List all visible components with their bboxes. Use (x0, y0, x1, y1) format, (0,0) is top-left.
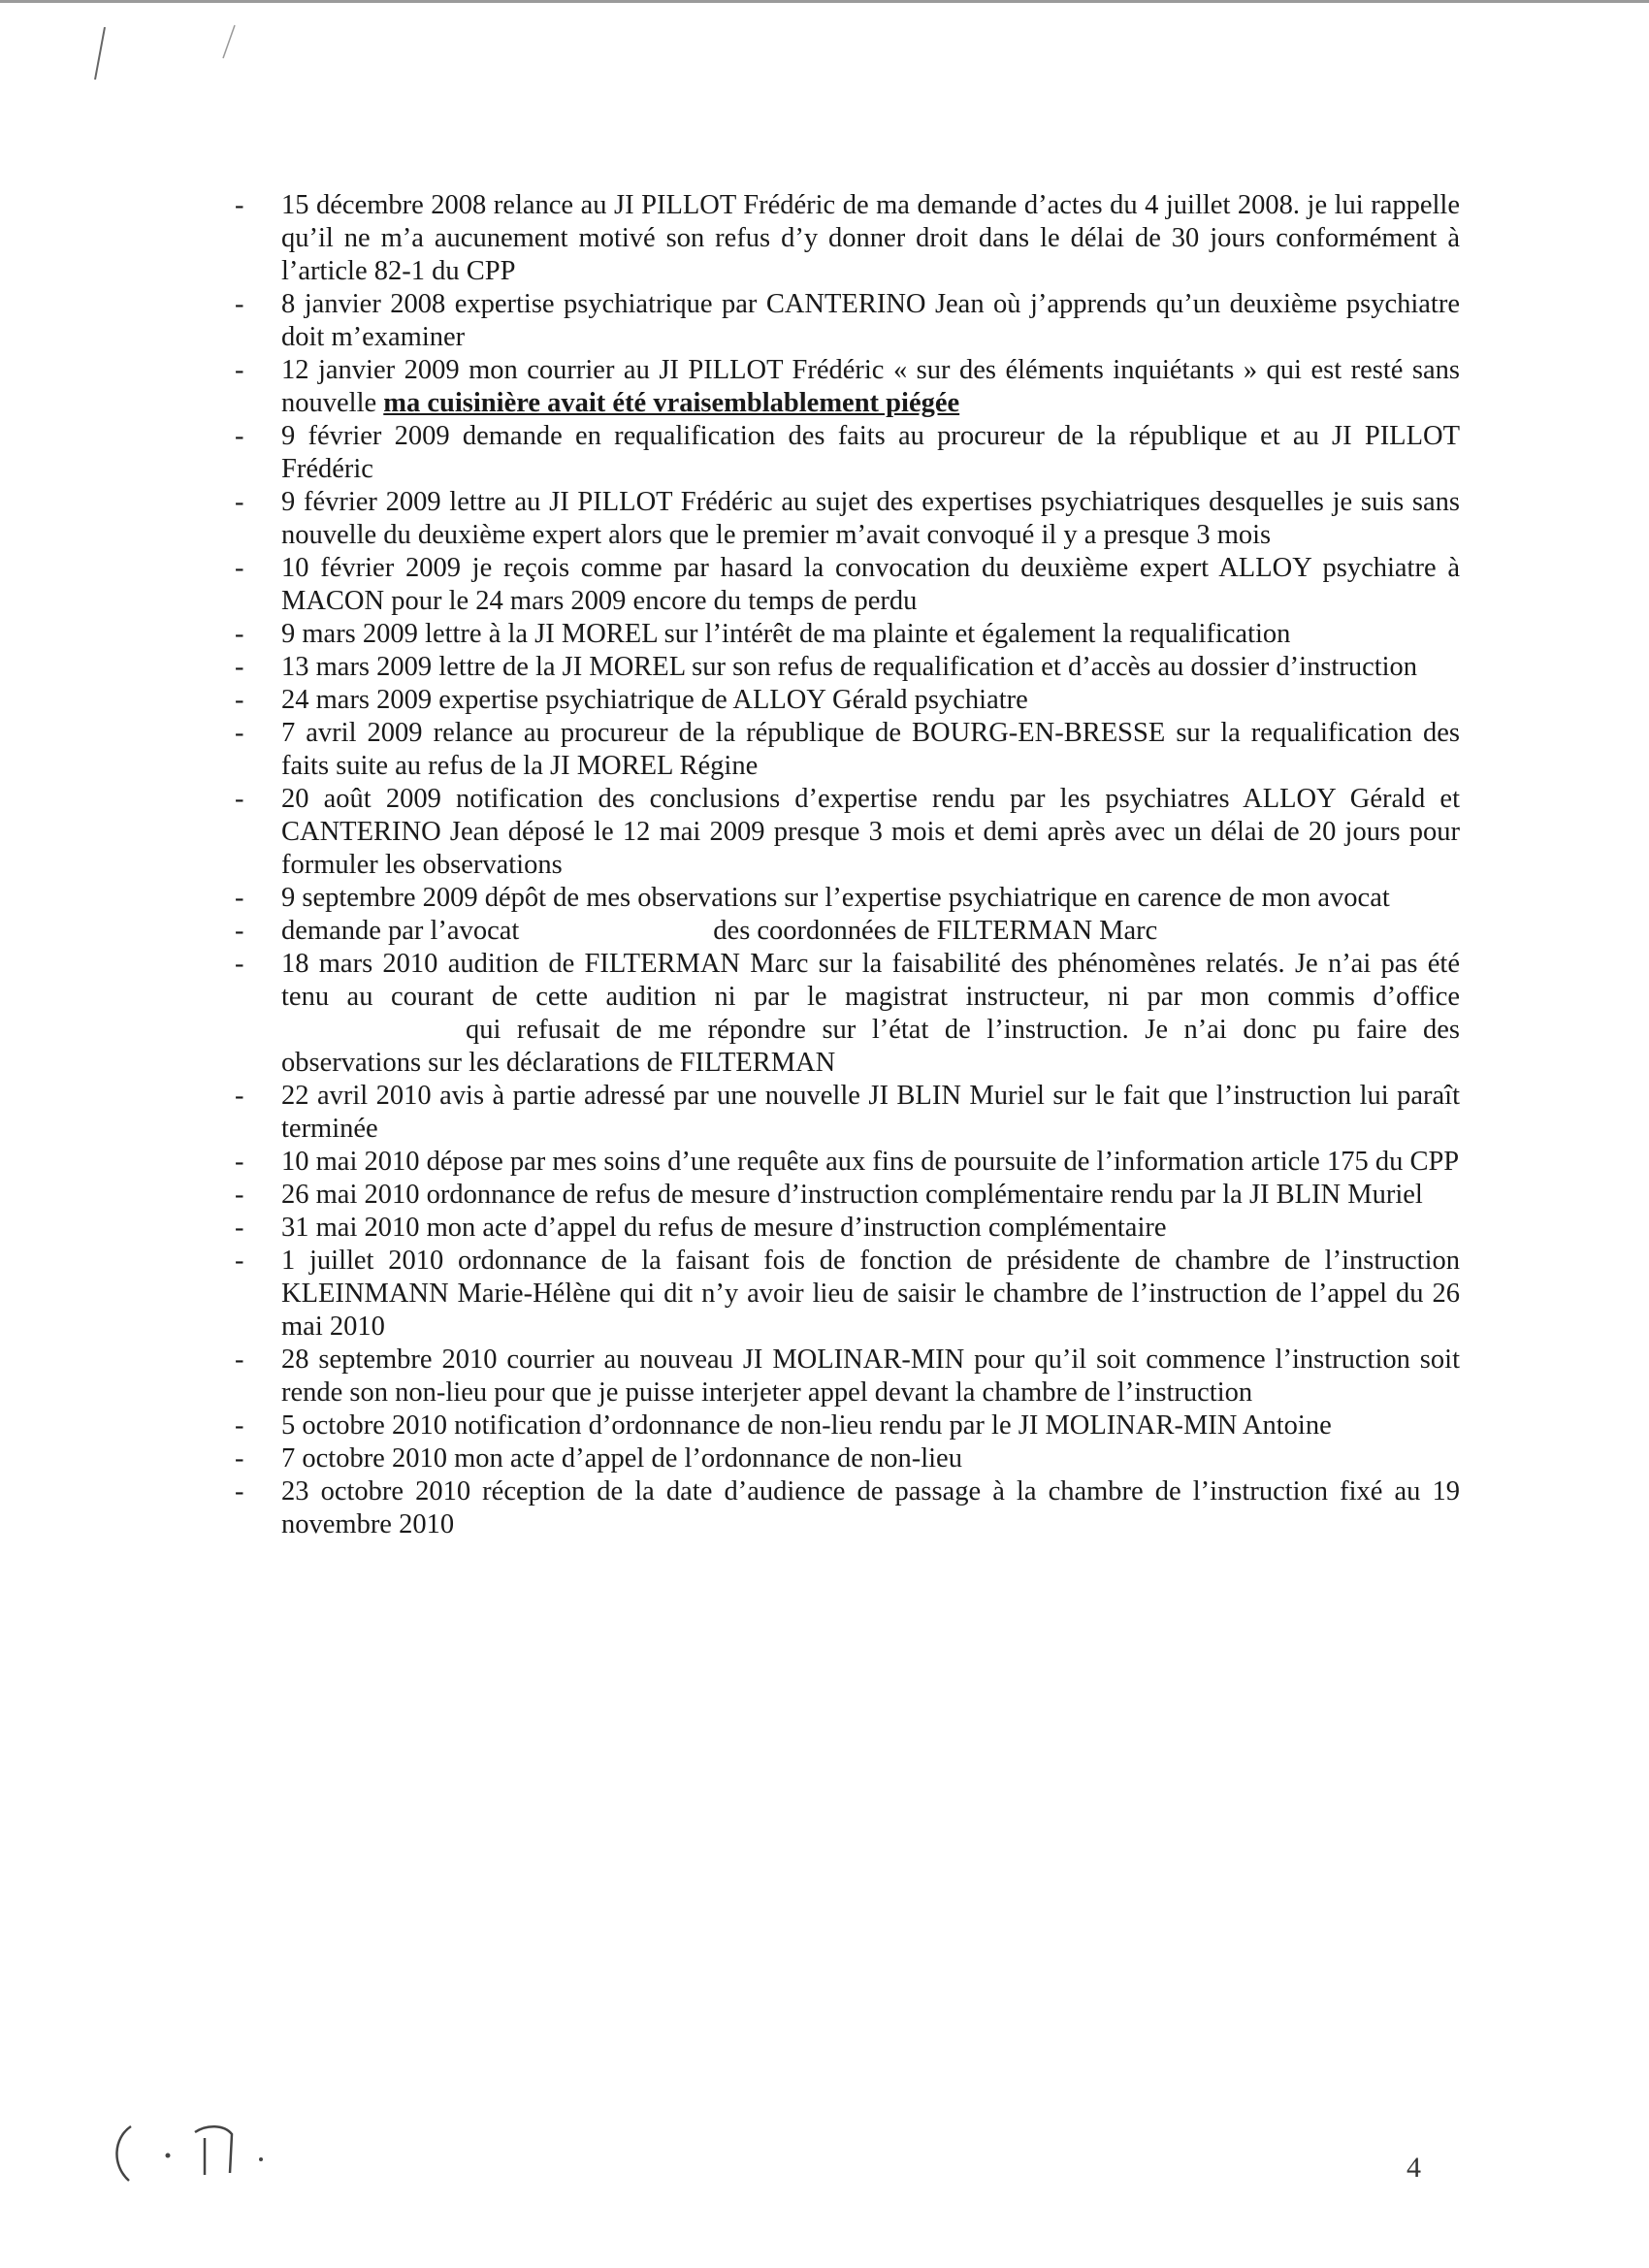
list-item (235, 1179, 1460, 1212)
entry-text: 31 mai 2010 mon acte d’appel du refus de mesure d’instruction complémentaire (281, 1213, 1167, 1243)
bullet-dash: - (235, 1246, 244, 1276)
bullet-dash: - (235, 949, 244, 979)
bullet-dash: - (235, 1476, 244, 1507)
entry-text: 9 février 2009 lettre au JI PILLOT Frédéric au sujet des expertises psychiatriques desquelles je suis sans nouvelle du deuxième expert alors que le premier m’avait convoqué il y a presque 3 mois (281, 487, 1460, 550)
entry-text: 8 janvier 2008 expertise psychiatrique par CANTERINO Jean où j’apprends qu’un deuxième psychiatre doit m’examiner (281, 289, 1460, 352)
entry-text: 9 septembre 2009 dépôt de mes observations sur l’expertise psychiatrique en carence de mon avocat (281, 883, 1390, 913)
list-item (235, 1344, 1460, 1409)
list-item (235, 783, 1460, 882)
bullet-dash: - (235, 718, 244, 748)
list-item (235, 618, 1460, 651)
list-item (235, 420, 1460, 486)
handwritten-initials (102, 2105, 325, 2192)
list-item (235, 1442, 1460, 1475)
list-item (235, 1080, 1460, 1146)
entry-text: 15 décembre 2008 relance au JI PILLOT Frédéric de ma demande d’actes du 4 juillet 2008. je lui rappelle qu’il ne m’a aucunement motivé son refus d’y donner droit dans le délai de 30 jours conformément à l’article 82-1 du CPP (281, 190, 1460, 286)
entry-text: 28 septembre 2010 courrier au nouveau JI MOLINAR-MIN pour qu’il soit commence l’instruction soit rende son non-lieu pour que je puisse interjeter appel devant la chambre de l’instruction (281, 1345, 1460, 1408)
bullet-dash: - (235, 784, 244, 814)
bullet-dash: - (235, 685, 244, 715)
entry-text: 1 juillet 2010 ordonnance de la faisant fois de fonction de présidente de chambre de l’instruction KLEINMANN Marie-Hélène qui dit n’y avoir lieu de saisir le chambre de l’instruction de l’appel du 26 mai 2010 (281, 1246, 1460, 1342)
entry-text: 24 mars 2009 expertise psychiatrique de ALLOY Gérald psychiatre (281, 685, 1028, 715)
entry-text: 9 février 2009 demande en requalification des faits au procureur de la république et au JI PILLOT Frédéric (281, 421, 1460, 484)
list-item (235, 1245, 1460, 1344)
entry-text: 7 avril 2009 relance au procureur de la république de BOURG-EN-BRESSE sur la requalification des faits suite au refus de la JI MOREL Régine (281, 718, 1460, 781)
bullet-dash: - (235, 487, 244, 517)
list-item (235, 1409, 1460, 1442)
list-item (235, 948, 1460, 1080)
list-item (235, 882, 1460, 915)
bullet-dash: - (235, 1213, 244, 1243)
list-item (235, 189, 1460, 288)
entry-text: 20 août 2009 notification des conclusions d’expertise rendu par les psychiatres ALLOY Gérald et CANTERINO Jean déposé le 12 mai 2009 presque 3 mois et demi après avec un délai de 20 jours pour formuler les observations (281, 784, 1460, 880)
document-body (235, 189, 1460, 1541)
emphasized-text: ma cuisinière avait été vraisemblablement piégée (383, 388, 960, 418)
bullet-dash: - (235, 1443, 244, 1474)
bullet-dash: - (235, 1081, 244, 1111)
list-item (235, 552, 1460, 618)
page-number: 4 (1406, 2152, 1421, 2184)
bullet-dash: - (235, 355, 244, 385)
list-item (235, 915, 1460, 948)
entry-text: 10 mai 2010 dépose par mes soins d’une requête aux fins de poursuite de l’information article 175 du CPP (281, 1147, 1460, 1177)
bullet-dash: - (235, 421, 244, 451)
bullet-dash: - (235, 1410, 244, 1441)
bullet-dash: - (235, 190, 244, 220)
list-item (235, 651, 1460, 684)
bullet-dash: - (235, 916, 244, 946)
margin-pen-marks (78, 19, 272, 97)
bullet-dash: - (235, 553, 244, 583)
bullet-dash: - (235, 883, 244, 913)
entry-text: demande par l’avocat (281, 916, 520, 946)
entry-text: 10 février 2009 je reçois comme par hasard la convocation du deuxième expert ALLOY psychiatre à MACON pour le 24 mars 2009 encore du temps de perdu (281, 553, 1460, 616)
list-item (235, 684, 1460, 717)
bullet-dash: - (235, 1180, 244, 1210)
entry-text-continued: des coordonnées de FILTERMAN Marc (713, 916, 1158, 946)
list-item (235, 1212, 1460, 1245)
bullet-dash: - (235, 652, 244, 682)
entry-text: 5 octobre 2010 notification d’ordonnance de non-lieu rendu par le JI MOLINAR-MIN Antoine (281, 1410, 1332, 1441)
bullet-dash: - (235, 1147, 244, 1177)
list-item (235, 1475, 1460, 1541)
entry-text: 23 octobre 2010 réception de la date d’audience de passage à la chambre de l’instruction fixé au 19 novembre 2010 (281, 1476, 1460, 1539)
bullet-dash: - (235, 619, 244, 649)
list-item (235, 354, 1460, 420)
entry-text: 26 mai 2010 ordonnance de refus de mesure d’instruction complémentaire rendu par la JI BLIN Muriel (281, 1180, 1423, 1210)
bullet-dash: - (235, 1345, 244, 1375)
entry-text: 12 janvier 2009 mon courrier au JI PILLOT Frédéric « sur des éléments inquiétants » qui est resté sans nouvelle (281, 355, 1460, 418)
entry-text: 18 mars 2010 audition de FILTERMAN Marc sur la faisabilité des phénomènes relatés. Je n’ai pas été tenu au courant de cette audition ni par le magistrat instructeur, ni par mon commis d’office (281, 949, 1460, 1012)
list-item (235, 288, 1460, 354)
entry-text-continued: qui refusait de me répondre sur l’état de l’instruction. Je n’ai donc pu faire des observations sur les déclarations de FILTERMAN (281, 1015, 1460, 1078)
entry-text: 9 mars 2009 lettre à la JI MOREL sur l’intérêt de ma plainte et également la requalification (281, 619, 1291, 649)
list-item (235, 1146, 1460, 1179)
list-item (235, 717, 1460, 783)
entry-text: 22 avril 2010 avis à partie adressé par une nouvelle JI BLIN Muriel sur le fait que l’instruction lui paraît terminée (281, 1081, 1460, 1144)
entry-text: 13 mars 2009 lettre de la JI MOREL sur son refus de requalification et d’accès au dossier d’instruction (281, 652, 1418, 682)
bullet-dash: - (235, 289, 244, 319)
chronology-list (235, 189, 1460, 1541)
scan-top-edge (0, 0, 1649, 3)
entry-text: 7 octobre 2010 mon acte d’appel de l’ordonnance de non-lieu (281, 1443, 962, 1474)
list-item (235, 486, 1460, 552)
